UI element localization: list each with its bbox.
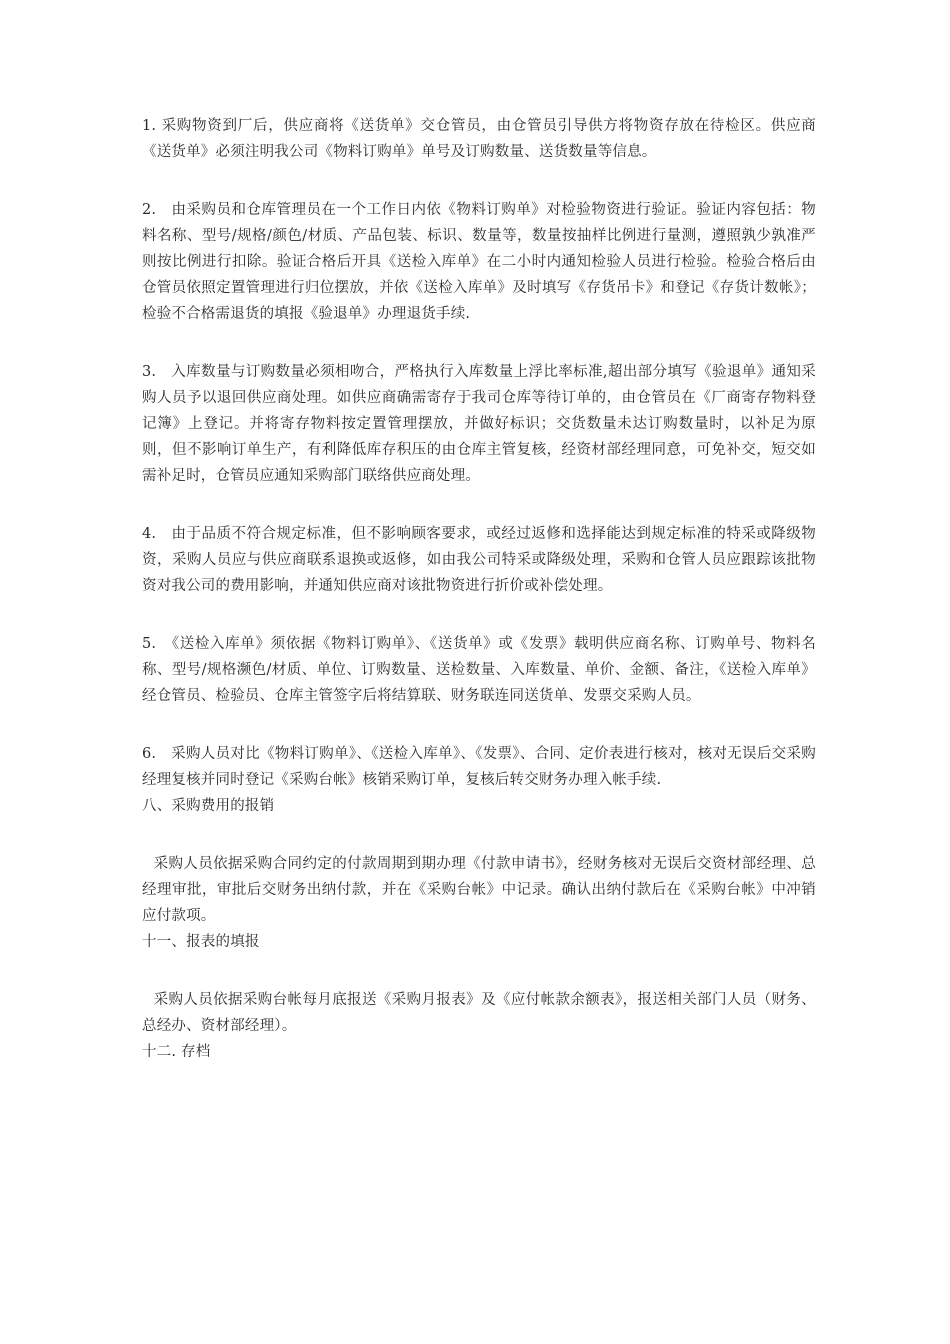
section-8-body: 采购人员依据采购合同约定的付款周期到期办理《付款申请书》，经财务核对无误后交资材部经理、总经理审批，审批后交财务出纳付款，并在《采购台帐》中记录。确认出纳付款后在《采购台帐》中冲销应付款项。 <box>142 856 816 924</box>
section-12-heading: 十二. 存档 <box>142 1044 211 1060</box>
paragraph-1: 1. 采购物资到厂后，供应商将《送货单》交仓管员，由仓管员引导供方将物资存放在待检区。供应商《送货单》必须注明我公司《物料订购单》单号及订购数量、送货数量等信息。 <box>142 118 816 160</box>
paragraph-3: 3. 入库数量与订购数量必须相吻合，严格执行入库数量上浮比率标准,超出部分填写《验退单》通知采购人员予以退回供应商处理。如供应商确需寄存于我司仓库等待订单的，由仓管员在《厂商寄存物料登记簿》上登记。并将寄存物料按定置管理摆放，并做好标识；交货数量未达订购数量时，以补足为原则，但不影响订单生产，有利降低库存积压的由仓库主管复核，经资材部经理同意，可免补交，短交如需补足时，仓管员应通知采购部门联络供应商处理。 <box>142 364 816 484</box>
paragraph-4: 4. 由于品质不符合规定标准，但不影响顾客要求，或经过返修和选择能达到规定标准的特采或降级物资，采购人员应与供应商联系退换或返修，如由我公司特采或降级处理，采购和仓管人员应跟踪该批物资对我公司的费用影响，并通知供应商对该批物资进行折价或补偿处理。 <box>142 526 816 594</box>
paragraph-5: 5. 《送检入库单》须依据《物料订购单》、《送货单》或《发票》载明供应商名称、订购单号、物料名称、型号/规格濒色/材质、单位、订购数量、送检数量、入库数量、单价、金额、备注，《送检入库单》经仓管员、检验员、仓库主管签字后将结算联、财务联连同送货单、发票交采购人员。 <box>142 636 816 704</box>
document-body <box>142 113 816 1065</box>
paragraph-2: 2. 由采购员和仓库管理员在一个工作日内依《物料订购单》对检验物资进行验证。验证内容包括：物料名称、型号/规格/颜色/材质、产品包装、标识、数量等，数量按抽样比例进行量测，遵照孰少孰准严则按比例进行扣除。验证合格后开具《送检入库单》在二小时内通知检验人员进行检验。检验合格后由仓管员依照定置管理进行归位摆放，并依《送检入库单》及时填写《存货吊卡》和登记《存货计数帐》；检验不合格需退货的填报《验退单》办理退货手续. <box>142 202 816 322</box>
section-11-heading: 十一、报表的填报 <box>142 934 260 950</box>
section-11-body: 采购人员依据采购台帐每月底报送《采购月报表》及《应付帐款余额表》，报送相关部门人员（财务、总经办、资材部经理）。 <box>142 992 816 1034</box>
section-8-heading: 八、采购费用的报销 <box>142 798 275 814</box>
paragraph-6: 6. 采购人员对比《物料订购单》、《送检入库单》、《发票》、合同、定价表进行核对，核对无误后交采购经理复核并同时登记《采购台帐》核销采购订单，复核后转交财务办理入帐手续. <box>142 746 816 788</box>
